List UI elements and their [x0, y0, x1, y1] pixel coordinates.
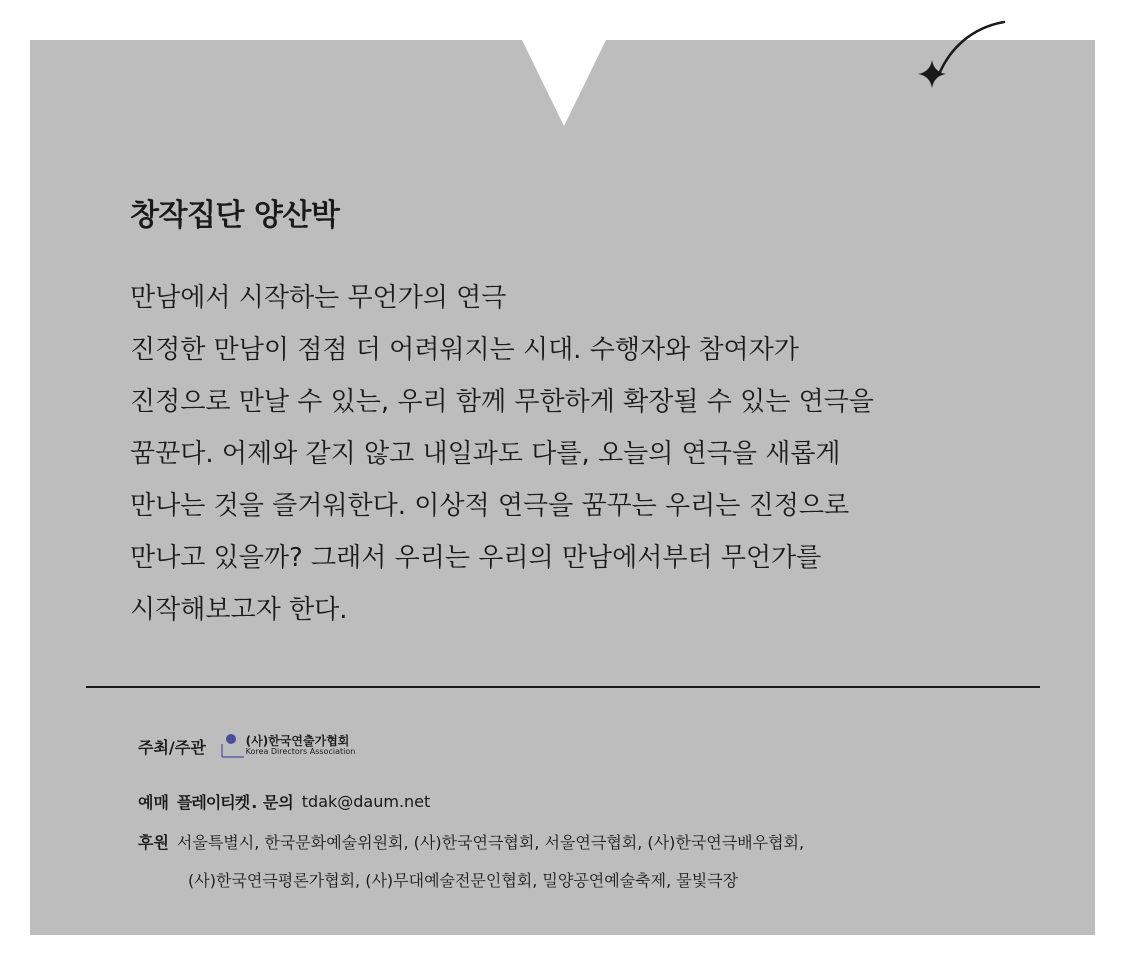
kda-logo-icon: [218, 730, 244, 762]
inquiry-email[interactable]: tdak@daum.net: [301, 792, 431, 811]
host-label: 주최/주관: [138, 737, 206, 757]
host-org-name: (사)한국연출가협회: [245, 734, 350, 748]
inquiry-label: . 문의: [251, 793, 294, 812]
ticket-vendor-logo[interactable]: 플레이티켓: [176, 793, 250, 812]
support-list-line1: 서울특별시, 한국문화예술위원회, (사)한국연극협회, 서울연극협회, (사)한국연극배우협회,: [176, 833, 805, 852]
support-list-line2: (사)한국연극평론가협회, (사)무대예술전문인협회, 밀양공연예술축제, 물빛극장: [188, 871, 739, 890]
support-row: [138, 830, 804, 853]
host-org-name-en: Korea Directors Association: [245, 747, 356, 757]
divider: [86, 686, 1040, 688]
description-line: 만나고 있을까? 그래서 우리는 우리의 만남에서부터 무언가를: [130, 543, 822, 573]
description-line: 진정한 만남이 점점 더 어려워지는 시대. 수행자와 참여자가: [130, 335, 799, 365]
speech-notch: [522, 40, 606, 126]
support-label: 후원: [138, 833, 169, 852]
ticket-row: [138, 790, 430, 813]
sparkle-icon: [900, 14, 1010, 100]
host-row: [138, 730, 355, 762]
description: [130, 272, 1030, 636]
host-logo: [218, 730, 356, 762]
description-line: 시작해보고자 한다.: [130, 595, 348, 625]
page-title: 창작집단 양산박: [130, 198, 340, 233]
description-line: 진정으로 만날 수 있는, 우리 함께 무한하게 확장될 수 있는 연극을: [130, 387, 874, 417]
ticket-label: 예매: [138, 793, 169, 812]
description-line: 꿈꾼다. 어제와 같지 않고 내일과도 다를, 오늘의 연극을 새롭게: [130, 439, 841, 469]
description-line: 만남에서 시작하는 무언가의 연극: [130, 283, 507, 313]
description-line: 만나는 것을 즐거워한다. 이상적 연극을 꿈꾸는 우리는 진정으로: [130, 491, 850, 521]
